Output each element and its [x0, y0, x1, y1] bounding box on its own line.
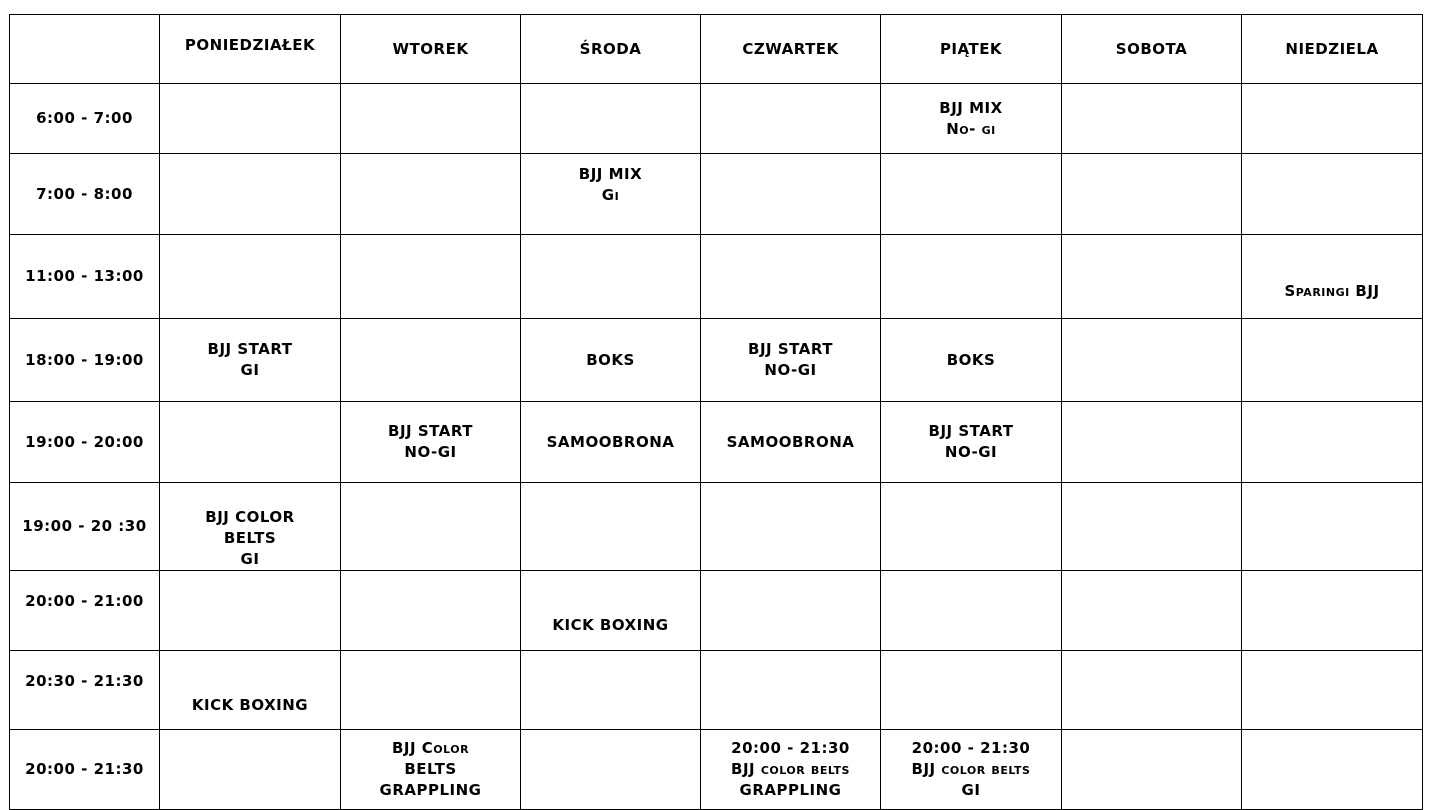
schedule-cell [160, 402, 341, 483]
schedule-cell [1242, 402, 1423, 483]
class-name: BJJ START [388, 422, 473, 440]
schedule-cell [881, 730, 1062, 810]
time-slot: 6:00 - 7:00 [10, 84, 160, 154]
class-name: BJJ Color [391, 739, 470, 757]
schedule-cell [1062, 235, 1242, 319]
schedule-cell [881, 483, 1062, 571]
schedule-cell [341, 730, 521, 810]
class-variant: GI [240, 361, 260, 379]
class-name: BJJ MIX [939, 98, 1003, 117]
class-name: KICK BOXING [552, 616, 669, 634]
schedule-cell [881, 402, 1062, 483]
class-name-line2: BELTS [404, 760, 457, 778]
schedule-row [10, 571, 1423, 651]
day-header-monday: PONIEDZIAŁEK [160, 15, 341, 84]
schedule-cell [341, 235, 521, 319]
schedule-cell [341, 319, 521, 402]
schedule-cell [1242, 319, 1423, 402]
schedule-cell [521, 235, 701, 319]
time-slot: 20:30 - 21:30 [10, 651, 160, 730]
schedule-row [10, 730, 1423, 810]
schedule-cell [160, 571, 341, 651]
class-variant: Gi [601, 186, 620, 204]
day-header-thursday: CZWARTEK [701, 15, 881, 84]
schedule-cell [1062, 730, 1242, 810]
time-slot: 20:00 - 21:00 [10, 571, 160, 651]
class-name: BJJ START [928, 422, 1014, 440]
schedule-cell [1062, 651, 1242, 730]
schedule-cell [341, 483, 521, 571]
class-variant: NO-GI [764, 361, 817, 379]
class-name-line2: BELTS [223, 529, 277, 547]
schedule-cell [160, 84, 341, 154]
schedule-cell [701, 730, 881, 810]
schedule-cell [1062, 483, 1242, 571]
schedule-cell [521, 730, 701, 810]
class-name: BOKS [586, 350, 635, 369]
time-slot: 18:00 - 19:00 [10, 319, 160, 402]
schedule-cell [881, 571, 1062, 651]
class-name: Sparingi BJJ [1284, 282, 1380, 300]
schedule-cell [160, 651, 341, 730]
schedule-row [10, 154, 1423, 235]
schedule-cell [701, 483, 881, 571]
schedule-row [10, 235, 1423, 319]
class-variant: GRAPPLING [739, 781, 842, 799]
time-slot: 19:00 - 20:00 [10, 402, 160, 483]
time-slot: 19:00 - 20 :30 [10, 483, 160, 571]
schedule-cell [1242, 651, 1423, 730]
schedule-row [10, 84, 1423, 154]
schedule-cell [341, 571, 521, 651]
schedule-cell [701, 154, 881, 235]
schedule-cell [521, 402, 701, 483]
schedule-cell [1062, 154, 1242, 235]
class-name: SAMOOBRONA [546, 432, 675, 451]
time-slot: 11:00 - 13:00 [10, 235, 160, 319]
schedule-cell [521, 571, 701, 651]
schedule-cell [521, 154, 701, 235]
schedule-row [10, 402, 1423, 483]
schedule-cell [881, 235, 1062, 319]
schedule-cell [881, 84, 1062, 154]
schedule-cell [160, 483, 341, 571]
schedule-cell [1242, 235, 1423, 319]
schedule-row [10, 651, 1423, 730]
schedule-cell [341, 84, 521, 154]
schedule-cell [881, 319, 1062, 402]
class-variant: GRAPPLING [379, 781, 482, 799]
schedule-table [9, 14, 1423, 810]
schedule-cell [160, 154, 341, 235]
schedule-cell [701, 319, 881, 402]
schedule-cell [1242, 730, 1423, 810]
class-name: BJJ COLOR [205, 508, 295, 526]
header-row [10, 15, 1423, 84]
time-slot: 7:00 - 8:00 [10, 154, 160, 235]
schedule-row [10, 483, 1423, 571]
day-header-wednesday: ŚRODA [521, 15, 701, 84]
schedule-cell [1062, 319, 1242, 402]
schedule-cell [160, 235, 341, 319]
class-name: BJJ color belts [911, 760, 1031, 778]
class-variant: GI [961, 781, 981, 799]
schedule-cell [341, 154, 521, 235]
day-header-friday: PIĄTEK [881, 15, 1062, 84]
schedule-cell [1242, 154, 1423, 235]
schedule-cell [1242, 571, 1423, 651]
class-name: KICK BOXING [191, 695, 309, 714]
schedule-cell [701, 651, 881, 730]
schedule-cell [1062, 84, 1242, 154]
schedule-cell [881, 651, 1062, 730]
schedule-cell [160, 319, 341, 402]
day-header-tuesday: WTOREK [341, 15, 521, 84]
class-name: SAMOOBRONA [726, 432, 855, 451]
class-name: BOKS [946, 350, 996, 369]
schedule-cell [1062, 571, 1242, 651]
class-variant: No- gi [946, 119, 996, 138]
schedule-cell [160, 730, 341, 810]
schedule-cell [341, 651, 521, 730]
schedule-cell [881, 154, 1062, 235]
class-variant: NO-GI [404, 443, 457, 461]
schedule-cell [701, 84, 881, 154]
class-name: BJJ color belts [731, 760, 850, 778]
schedule-cell [521, 319, 701, 402]
schedule-cell [521, 483, 701, 571]
day-header-sunday: NIEDZIELA [1242, 15, 1423, 84]
day-header-saturday: SOBOTA [1062, 15, 1242, 84]
class-time: 20:00 - 21:30 [731, 739, 850, 757]
class-name: BJJ MIX [578, 165, 643, 183]
class-name: BJJ START [748, 340, 833, 358]
class-time: 20:00 - 21:30 [911, 739, 1031, 757]
schedule-cell [701, 571, 881, 651]
corner-cell [10, 15, 160, 84]
time-slot: 20:00 - 21:30 [10, 730, 160, 810]
schedule-cell [1242, 84, 1423, 154]
schedule-cell [341, 402, 521, 483]
schedule-cell [1242, 483, 1423, 571]
class-variant: NO-GI [944, 443, 998, 461]
class-variant: GI [240, 550, 260, 568]
schedule-cell [1062, 402, 1242, 483]
schedule-cell [701, 402, 881, 483]
schedule-row [10, 319, 1423, 402]
schedule-cell [521, 84, 701, 154]
class-name: BJJ START [207, 340, 293, 358]
schedule-cell [701, 235, 881, 319]
schedule-cell [521, 651, 701, 730]
